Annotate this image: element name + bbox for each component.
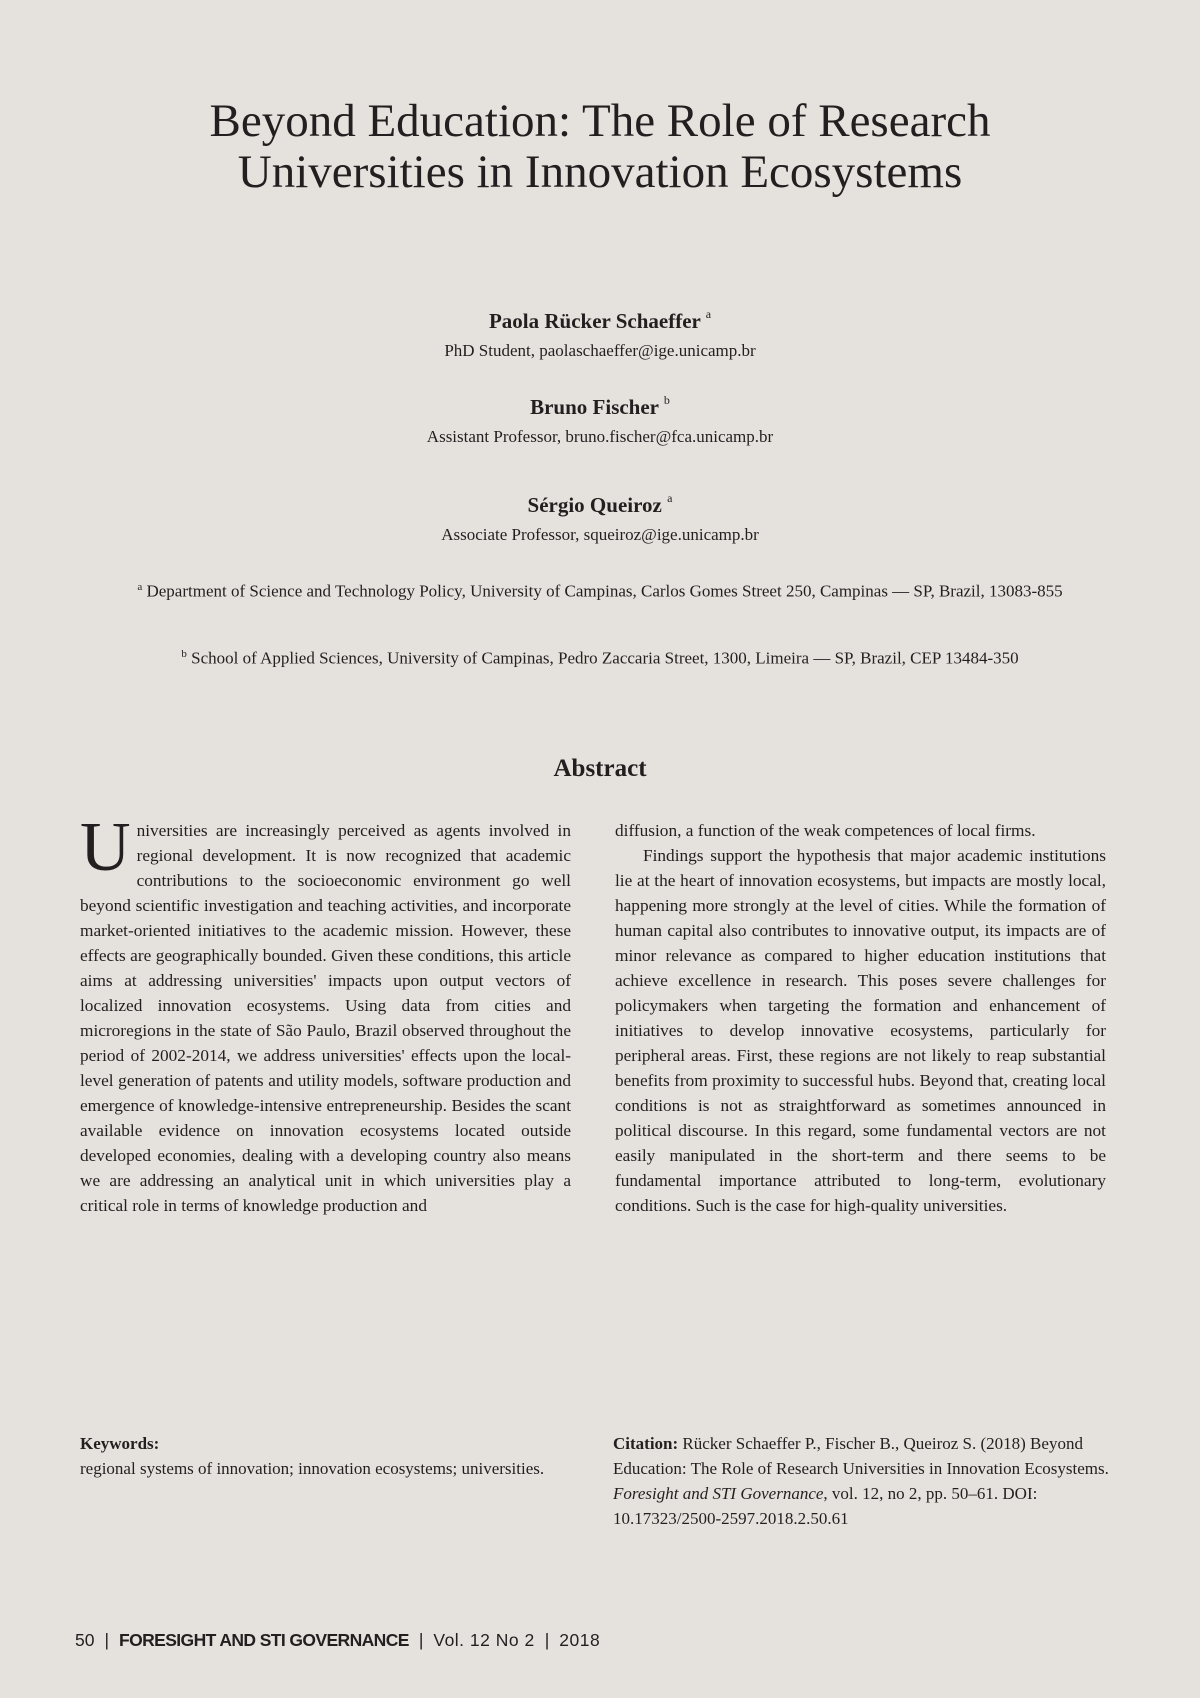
title-line-1: Beyond Education: The Role of Research: [209, 95, 991, 147]
author-name: Paola Rücker Schaeffer $^a$: [488, 307, 712, 333]
abstract-paragraph: [80, 809, 571, 1218]
affiliation-text: Department of Science and Technology Policy, University of Campinas, Carlos Gomes Street 250, Campinas — SP, Brazil, 13083-855: [146, 581, 1063, 601]
author-1: [0, 304, 1200, 362]
abstract-paragraph: Findings support the hypothesis that major academic institutions lie at the heart of innovation ecosystems, but impacts are mostly local, happening more strongly at the level of cities. While the formation of human capital also contributes to innovative output, its impacts are of minor relevance as compared to higher education institutions that achieve excellence in research. This poses severe challenges for policymakers when targeting the formation and enhancement of initiatives to develop innovative ecosystems, particularly for peripheral areas. First, these regions are not likely to reap substantial benefits from proximity to successful hubs. Beyond that, creating local conditions is not as straightforward as sometimes announced in political discourse. In this regard, some fundamental vectors are not easily manipulated in the short-term and there seems to be fundamental importance attributed to long-term, evolutionary conditions. Such is the case for high-quality universities.: [615, 846, 1106, 1215]
publication-year: 2018: [559, 1630, 601, 1650]
citation-text: Rücker Schaeffer P., Fischer B., Queiroz S. (2018) Beyond Education: The Role of Research Universities in Innovation Ecosystems.: [613, 1434, 1109, 1478]
page-number: 50: [75, 1630, 95, 1650]
author-role: Associate Professor, squeiroz@ige.unicamp.br: [441, 525, 759, 544]
abstract-column-left: [80, 809, 571, 1218]
affiliation-a: [130, 577, 1070, 602]
paper-title: [0, 96, 1200, 198]
title-line-2: Universities in Innovation Ecosystems: [237, 146, 963, 198]
author-3: [0, 488, 1200, 546]
author-name: Sérgio Queiroz $^a$: [527, 491, 673, 517]
author-affiliation-mark: a: [705, 307, 712, 321]
volume-issue: Vol. 12 No 2: [433, 1630, 535, 1650]
citation-label: Citation:: [613, 1434, 679, 1453]
author-name: Bruno Fischer $^b$: [530, 393, 670, 419]
citation-section: [613, 1431, 1123, 1531]
affiliation-mark: b: [181, 648, 187, 660]
footer-separator: |: [418, 1630, 424, 1650]
abstract-text: niversities are increasingly perceived as agents involved in regional development. It is now recognized that academic contributions to the socioeconomic environment go well beyond scientific investigation and teaching activities, and incorporate market-oriented initiatives to the academic mission. However, these effects are geographically bounded. Given these conditions, this article aims at addressing universities' impacts upon output vectors of localized innovation ecosystems. Using data from cities and microregions in the state of São Paulo, Brazil observed throughout the period of 2002-2014, we address universities' effects upon the local-level generation of patents and utility models, software production and emergence of knowledge-intensive entrepreneurship. Besides the scant available evidence on innovation ecosystems located outside developed economies, dealing with a developing country also means we are addressing an analytical unit in which universities play a critical role in terms of knowledge production and: [80, 821, 571, 1215]
author-2: [0, 390, 1200, 448]
drop-cap: U: [80, 809, 131, 886]
page-footer: [75, 1628, 1075, 1652]
abstract-column-right: [615, 818, 1106, 1218]
keywords-section: [80, 1431, 560, 1481]
citation-text-end: , vol. 12, no 2, pp. 50–61. DOI: 10.17323/2500-2597.2018.2.50.61: [613, 1484, 1038, 1528]
affiliation-text: School of Applied Sciences, University of Campinas, Pedro Zaccaria Street, 1300, Limeira — SP, Brazil, CEP 13484-350: [191, 648, 1019, 668]
author-affiliation-mark: a: [667, 491, 673, 505]
author-affiliation-mark: b: [663, 393, 670, 407]
keywords-text: regional systems of innovation; innovation ecosystems; universities.: [80, 1459, 545, 1478]
affiliation-mark: a: [137, 581, 143, 593]
footer-separator: |: [104, 1630, 110, 1650]
abstract-heading: Abstract: [553, 755, 647, 782]
citation-journal: Foresight and STI Governance: [613, 1484, 824, 1503]
author-role: PhD Student, paolaschaeffer@ige.unicamp.br: [444, 341, 756, 360]
footer-separator: |: [544, 1630, 550, 1650]
journal-name: FORESIGHT AND STI GOVERNANCE: [119, 1630, 409, 1650]
affiliation-b: [130, 644, 1070, 669]
keywords-label: Keywords:: [80, 1434, 160, 1453]
author-role: Assistant Professor, bruno.fischer@fca.unicamp.br: [426, 427, 774, 446]
abstract-paragraph: diffusion, a function of the weak competences of local firms.: [615, 821, 1036, 840]
